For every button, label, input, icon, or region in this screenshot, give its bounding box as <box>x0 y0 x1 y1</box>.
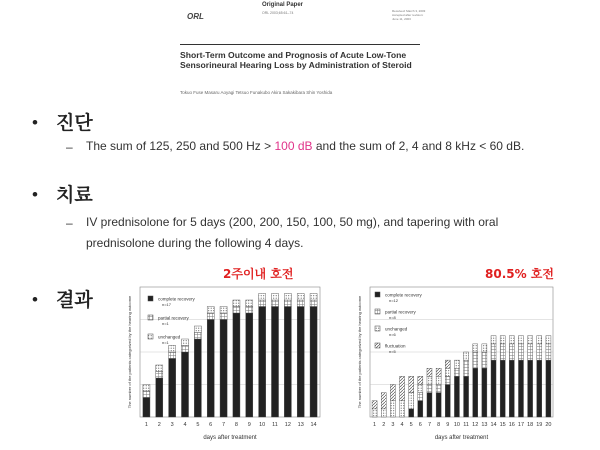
bar-complete-recovery-day-14 <box>310 307 317 418</box>
bar-partial-recovery-day-5 <box>194 333 201 340</box>
bar-partial-recovery-day-1 <box>143 391 150 398</box>
paper-authors: Tokuo Fuse Masaru Aoyagi Tetsuo Funakubo Akira Sakakibara Shin Yoshida <box>180 90 333 95</box>
x-tick-label: 5 <box>409 422 413 428</box>
bar-complete-recovery-day-14 <box>491 360 496 417</box>
x-tick-label: 7 <box>427 422 432 428</box>
bar-unchanged-day-12 <box>284 294 291 301</box>
legend-count: n=5 <box>389 349 396 354</box>
legend-count: n=12 <box>389 298 399 303</box>
bar-partial-recovery-day-12 <box>284 300 291 307</box>
x-tick-label: 5 <box>196 422 200 428</box>
x-tick-label: 18 <box>527 422 534 428</box>
x-tick-label: 16 <box>508 422 515 428</box>
bar-unchanged-day-14 <box>491 336 496 344</box>
legend-swatch <box>148 296 153 301</box>
x-tick-label: 12 <box>284 422 291 428</box>
x-tick-label: 20 <box>545 422 552 428</box>
bar-complete-recovery-day-6 <box>207 320 214 418</box>
bar-complete-recovery-day-17 <box>518 360 523 417</box>
x-tick-label: 8 <box>234 422 238 428</box>
x-tick-label: 10 <box>259 422 266 428</box>
bar-unchanged-day-2 <box>156 365 163 372</box>
y-axis-label: The number of the patients categorized by the hearing outcome <box>127 295 132 409</box>
legend-label: partial recovery <box>158 315 189 321</box>
legend-swatch <box>375 292 380 297</box>
bar-partial-recovery-day-11 <box>271 300 278 307</box>
x-tick-label: 1 <box>373 422 377 428</box>
x-tick-label: 7 <box>222 422 226 428</box>
bar-partial-recovery-day-12 <box>473 352 478 368</box>
bar-partial-recovery-day-17 <box>518 344 523 360</box>
legend-label: complete recovery <box>385 292 422 298</box>
x-axis-label: days after treatment <box>203 435 257 441</box>
bar-complete-recovery-day-5 <box>194 339 201 417</box>
bar-unchanged-day-10 <box>454 360 459 368</box>
bar-complete-recovery-day-18 <box>528 360 533 417</box>
bar-unchanged-day-3 <box>169 346 176 353</box>
x-tick-label: 11 <box>463 422 469 428</box>
bar-unchanged-day-4 <box>400 401 405 417</box>
bar-unchanged-day-5 <box>409 393 414 409</box>
diagnosis-text-part1: The sum of 125, 250 and 500 Hz > <box>86 139 275 153</box>
bar-partial-recovery-day-2 <box>156 372 163 379</box>
bar-unchanged-day-9 <box>246 300 253 307</box>
bar-complete-recovery-day-9 <box>246 313 253 417</box>
bar-partial-recovery-day-4 <box>181 346 188 353</box>
bar-unchanged-day-4 <box>181 339 188 346</box>
x-tick-label: 15 <box>499 422 506 428</box>
bar-complete-recovery-day-9 <box>445 385 450 418</box>
bar-unchanged-day-13 <box>297 294 304 301</box>
bar-partial-recovery-day-11 <box>464 360 469 376</box>
bar-partial-recovery-day-19 <box>537 344 542 360</box>
treatment-text <box>86 212 586 254</box>
bar-unchanged-day-11 <box>271 294 278 301</box>
bar-fluctuation-day-5 <box>409 376 414 392</box>
legend-count: n=1 <box>162 340 169 345</box>
x-axis-label: days after treatment <box>434 435 489 441</box>
paper-dates: Received: March 3, 2003 Accepted after revision: June 11, 2003 <box>392 9 426 21</box>
x-tick-label: 11 <box>272 422 278 428</box>
x-tick-label: 14 <box>310 422 317 428</box>
note-left: 2주이내 호전 <box>223 267 294 281</box>
bar-partial-recovery-day-13 <box>297 300 304 307</box>
x-tick-label: 6 <box>418 422 422 428</box>
paper-title: Short-Term Outcome and Prognosis of Acute Low-Tone Sensorineural Hearing Loss by Administration of Steroid <box>180 50 412 70</box>
bar-unchanged-day-1 <box>143 385 150 392</box>
bar-unchanged-day-17 <box>518 336 523 344</box>
bar-unchanged-day-8 <box>233 300 240 307</box>
bar-fluctuation-day-2 <box>381 393 386 409</box>
x-tick-label: 9 <box>247 422 251 428</box>
x-tick-label: 10 <box>453 422 460 428</box>
bullet-dot: • <box>32 185 38 204</box>
bar-partial-recovery-day-18 <box>528 344 533 360</box>
x-tick-label: 6 <box>209 422 213 428</box>
bar-unchanged-day-20 <box>546 336 551 344</box>
chart-right <box>340 282 560 450</box>
bar-partial-recovery-day-14 <box>310 300 317 307</box>
x-tick-label: 1 <box>144 422 148 428</box>
legend-swatch <box>148 334 153 339</box>
bar-partial-recovery-day-8 <box>233 307 240 314</box>
bar-unchanged-day-19 <box>537 336 542 344</box>
legend-label: unchanged <box>158 334 181 340</box>
bar-partial-recovery-day-14 <box>491 344 496 360</box>
x-tick-label: 4 <box>183 422 187 428</box>
journal-logo: ORL <box>187 12 204 21</box>
legend-swatch <box>375 326 380 331</box>
bar-partial-recovery-day-8 <box>436 385 441 393</box>
y-axis-label: The number of the patients categorized by the hearing outcome <box>357 295 362 409</box>
x-tick-label: 2 <box>382 422 386 428</box>
bar-unchanged-day-15 <box>500 336 505 344</box>
bar-complete-recovery-day-6 <box>418 401 423 417</box>
paper-meta: ORL 2003;65:61–74 <box>262 11 294 15</box>
bar-unchanged-day-16 <box>509 336 514 344</box>
bar-partial-recovery-day-6 <box>418 393 423 401</box>
bar-complete-recovery-day-15 <box>500 360 505 417</box>
paper-header-image <box>170 0 425 112</box>
bar-unchanged-day-7 <box>427 376 432 384</box>
bar-partial-recovery-day-9 <box>246 307 253 314</box>
bar-unchanged-day-5 <box>194 326 201 333</box>
x-tick-label: 14 <box>490 422 497 428</box>
bar-unchanged-day-2 <box>381 409 386 417</box>
bar-unchanged-day-1 <box>372 409 377 417</box>
bar-partial-recovery-day-10 <box>259 300 266 307</box>
bar-complete-recovery-day-1 <box>143 398 150 418</box>
bar-complete-recovery-day-16 <box>509 360 514 417</box>
bar-unchanged-day-6 <box>418 385 423 393</box>
x-tick-label: 19 <box>536 422 543 428</box>
bar-fluctuation-day-3 <box>390 385 395 401</box>
bar-unchanged-day-12 <box>473 344 478 352</box>
legend-swatch <box>375 309 380 314</box>
bar-complete-recovery-day-10 <box>454 376 459 417</box>
bar-complete-recovery-day-4 <box>181 352 188 417</box>
bar-complete-recovery-day-13 <box>482 368 487 417</box>
bar-complete-recovery-day-12 <box>473 368 478 417</box>
legend-swatch <box>148 315 153 320</box>
bar-fluctuation-day-7 <box>427 368 432 376</box>
bar-partial-recovery-day-6 <box>207 313 214 320</box>
bar-unchanged-day-13 <box>482 344 487 352</box>
bar-unchanged-day-7 <box>220 307 227 314</box>
bar-unchanged-day-6 <box>207 307 214 314</box>
bar-partial-recovery-day-3 <box>169 352 176 359</box>
diagnosis-text-part2: and the sum of 2, 4 and 8 kHz < 60 dB. <box>312 139 525 153</box>
note-right: 80.5% 호전 <box>485 267 554 281</box>
bar-fluctuation-day-9 <box>445 360 450 368</box>
bar-unchanged-day-8 <box>436 376 441 384</box>
bar-complete-recovery-day-11 <box>271 307 278 418</box>
bar-unchanged-day-18 <box>528 336 533 344</box>
section-heading-diagnosis: 진단 <box>56 112 93 134</box>
bar-partial-recovery-day-10 <box>454 368 459 376</box>
bar-unchanged-day-9 <box>445 368 450 376</box>
header-rule <box>180 44 420 45</box>
legend-label: unchanged <box>385 326 408 332</box>
bar-fluctuation-day-1 <box>372 401 377 409</box>
bar-complete-recovery-day-7 <box>220 320 227 418</box>
x-tick-label: 4 <box>400 422 404 428</box>
bar-partial-recovery-day-9 <box>445 376 450 384</box>
legend-swatch <box>375 343 380 348</box>
bar-complete-recovery-day-12 <box>284 307 291 418</box>
paper-type: Original Paper <box>262 2 304 8</box>
legend-label: fluctuation <box>385 343 406 349</box>
bar-partial-recovery-day-7 <box>427 385 432 393</box>
bullet-dot: • <box>32 113 38 132</box>
x-tick-label: 17 <box>517 422 525 428</box>
bar-complete-recovery-day-19 <box>537 360 542 417</box>
x-tick-label: 2 <box>157 422 161 428</box>
bar-complete-recovery-day-3 <box>169 359 176 418</box>
bar-complete-recovery-day-2 <box>156 378 163 417</box>
x-tick-label: 12 <box>472 422 479 428</box>
legend-count: n=1 <box>162 321 169 326</box>
x-tick-label: 3 <box>391 422 395 428</box>
diagnosis-highlight: 100 dB <box>274 139 313 153</box>
section-heading-result: 결과 <box>56 289 93 311</box>
bar-unchanged-day-14 <box>310 294 317 301</box>
legend-count: n=17 <box>162 302 172 307</box>
legend-label: complete recovery <box>158 296 195 302</box>
bar-complete-recovery-day-20 <box>546 360 551 417</box>
bullet-dot: • <box>32 290 38 309</box>
legend-count: n=8 <box>389 315 396 320</box>
x-tick-label: 9 <box>446 422 450 428</box>
bar-complete-recovery-day-10 <box>259 307 266 418</box>
treatment-line-1: IV prednisolone for 5 days (200, 200, 150, 100, 50 mg), and tapering with oral <box>86 215 499 229</box>
bar-complete-recovery-day-5 <box>409 409 414 417</box>
legend-count: n=6 <box>389 332 396 337</box>
bar-complete-recovery-day-7 <box>427 393 432 417</box>
legend-label: partial recovery <box>385 309 416 315</box>
diagnosis-text <box>86 136 586 157</box>
bar-fluctuation-day-4 <box>400 376 405 400</box>
bar-complete-recovery-day-13 <box>297 307 304 418</box>
dash-marker: – <box>66 216 73 230</box>
bar-partial-recovery-day-15 <box>500 344 505 360</box>
bar-partial-recovery-day-16 <box>509 344 514 360</box>
x-tick-label: 13 <box>297 422 304 428</box>
bar-unchanged-day-10 <box>259 294 266 301</box>
bar-complete-recovery-day-11 <box>464 376 469 417</box>
bar-fluctuation-day-8 <box>436 368 441 376</box>
treatment-line-2: prednisolone during the following 4 days. <box>86 236 304 250</box>
section-heading-treatment: 치료 <box>56 184 93 206</box>
x-tick-label: 3 <box>170 422 174 428</box>
bar-complete-recovery-day-8 <box>436 393 441 417</box>
dash-marker: – <box>66 140 73 154</box>
x-tick-label: 8 <box>437 422 441 428</box>
chart-left <box>115 282 327 450</box>
bar-complete-recovery-day-8 <box>233 313 240 417</box>
bar-fluctuation-day-6 <box>418 376 423 384</box>
bar-partial-recovery-day-13 <box>482 352 487 368</box>
bar-partial-recovery-day-20 <box>546 344 551 360</box>
bar-partial-recovery-day-7 <box>220 313 227 320</box>
bar-unchanged-day-3 <box>390 401 395 417</box>
x-tick-label: 13 <box>481 422 488 428</box>
bar-unchanged-day-11 <box>464 352 469 360</box>
